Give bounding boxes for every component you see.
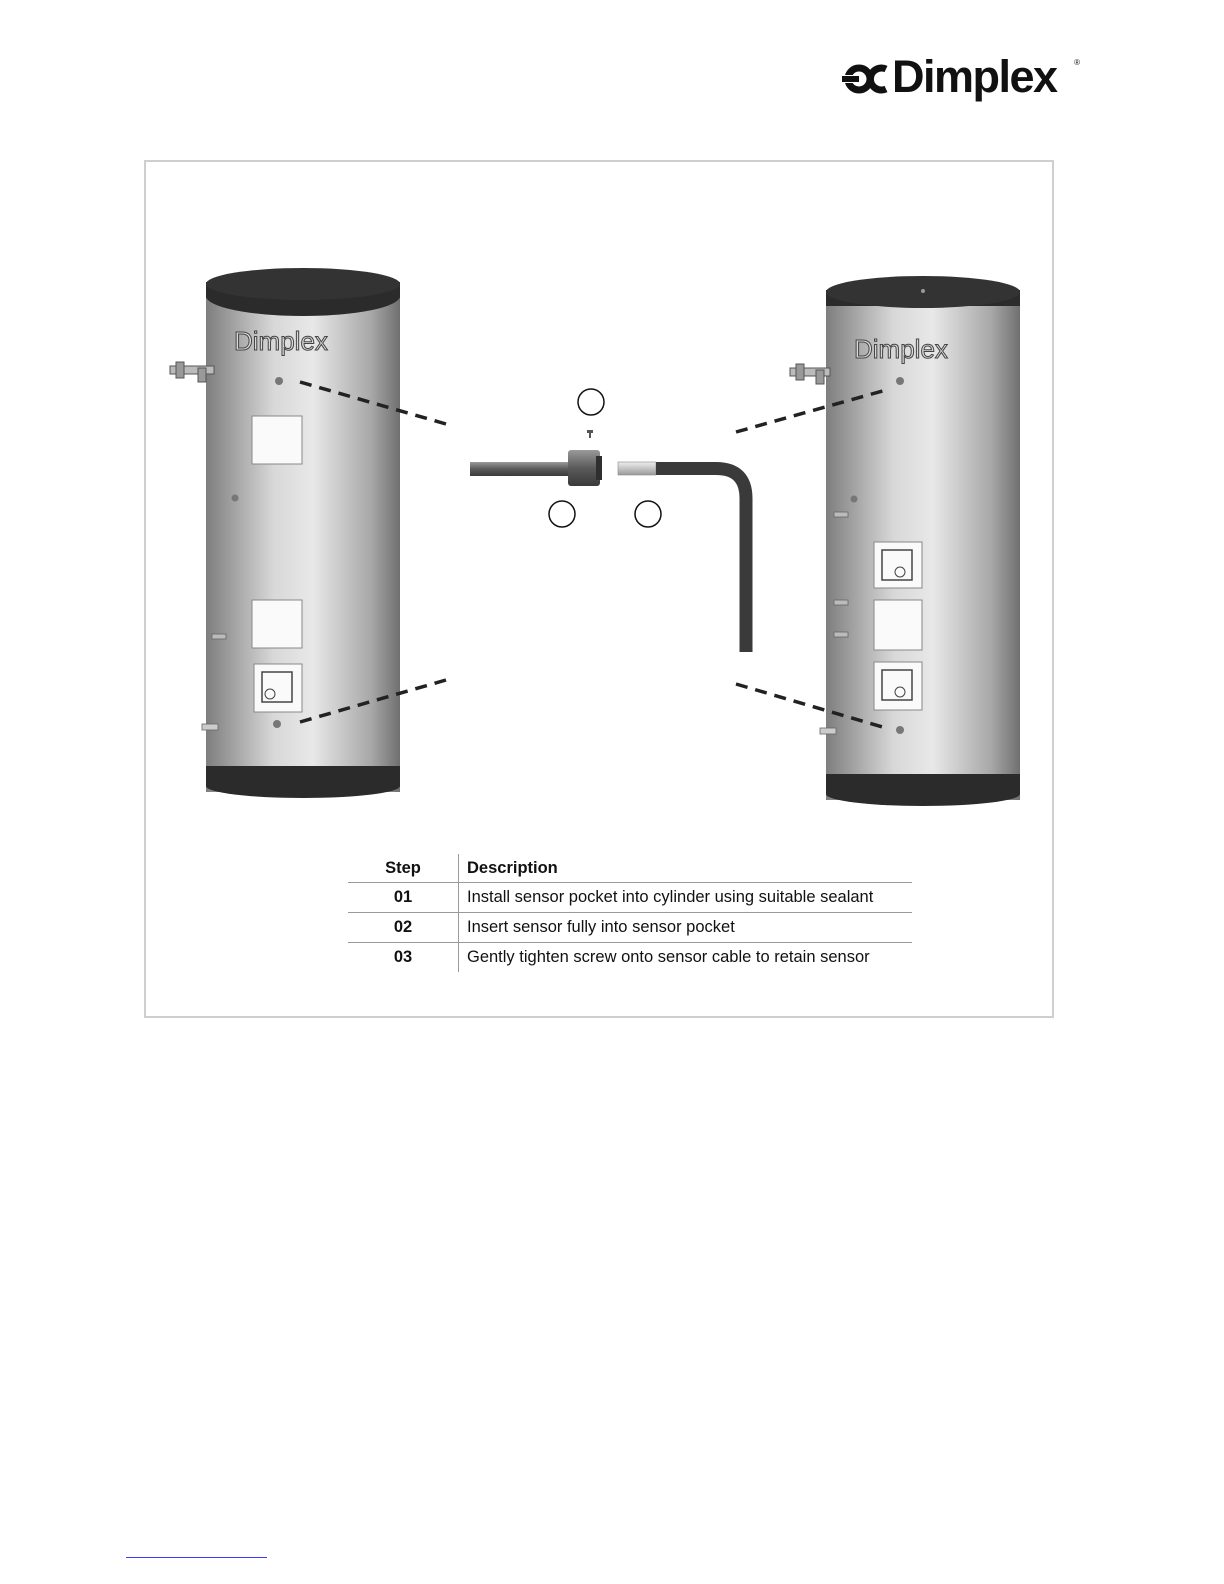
right-lower-thermostat-panel-icon <box>874 662 922 710</box>
callout-circle-02 <box>549 501 575 527</box>
footnote-separator <box>126 1557 267 1558</box>
left-cylinder <box>170 268 400 798</box>
right-cylinder <box>790 276 1020 806</box>
right-top-pipe-fitting-icon <box>790 364 830 384</box>
right-lower-pipe-icon <box>820 728 836 734</box>
right-boss-2-icon <box>834 600 848 605</box>
left-cylinder-label: Dimplex <box>234 326 328 356</box>
right-lower-sensor-port-icon <box>896 726 904 734</box>
retaining-screw-icon <box>587 430 593 438</box>
left-upper-sensor-port-icon <box>275 377 283 385</box>
step-column-header: Step <box>348 854 459 883</box>
right-boss-icon <box>834 512 848 517</box>
step-description: Install sensor pocket into cylinder using suitable sealant <box>459 883 913 913</box>
left-port-icon <box>232 495 239 502</box>
right-middle-panel-icon <box>874 600 922 650</box>
description-column-header: Description <box>467 858 558 877</box>
right-upper-sensor-port-icon <box>896 377 904 385</box>
left-lower-sensor-port-icon <box>273 720 281 728</box>
callout-circle-01 <box>578 389 604 415</box>
left-boss-icon <box>212 634 226 639</box>
step-description: Insert sensor fully into sensor pocket <box>459 913 913 943</box>
logo-wordmark: Dimplex <box>892 51 1057 102</box>
right-boss-3-icon <box>834 632 848 637</box>
table-row <box>348 913 912 943</box>
left-middle-panel-icon <box>252 600 302 648</box>
right-port-icon <box>851 496 858 503</box>
step-number: 02 <box>348 913 459 943</box>
table-header-row <box>348 854 912 883</box>
left-thermostat-panel-icon <box>254 664 302 712</box>
callout-circle-03 <box>635 501 661 527</box>
sensor-cable-icon <box>618 462 746 652</box>
dimplex-logo <box>842 51 1082 107</box>
left-upper-panel-icon <box>252 416 302 464</box>
registered-mark: ® <box>1074 58 1080 67</box>
installation-figure <box>144 160 1054 1018</box>
step-description: Gently tighten screw onto sensor cable to retain sensor <box>459 943 913 973</box>
table-row <box>348 943 912 973</box>
table-row <box>348 883 912 913</box>
step-number: 03 <box>348 943 459 973</box>
steps-table <box>348 854 912 972</box>
step-number: 01 <box>348 883 459 913</box>
right-cylinder-label: Dimplex <box>854 334 948 364</box>
right-upper-thermostat-panel-icon <box>874 542 922 588</box>
dimplex-logo-mark-icon <box>842 55 892 107</box>
sensor-pocket-icon <box>470 450 602 486</box>
left-lower-pipe-icon <box>202 724 218 730</box>
